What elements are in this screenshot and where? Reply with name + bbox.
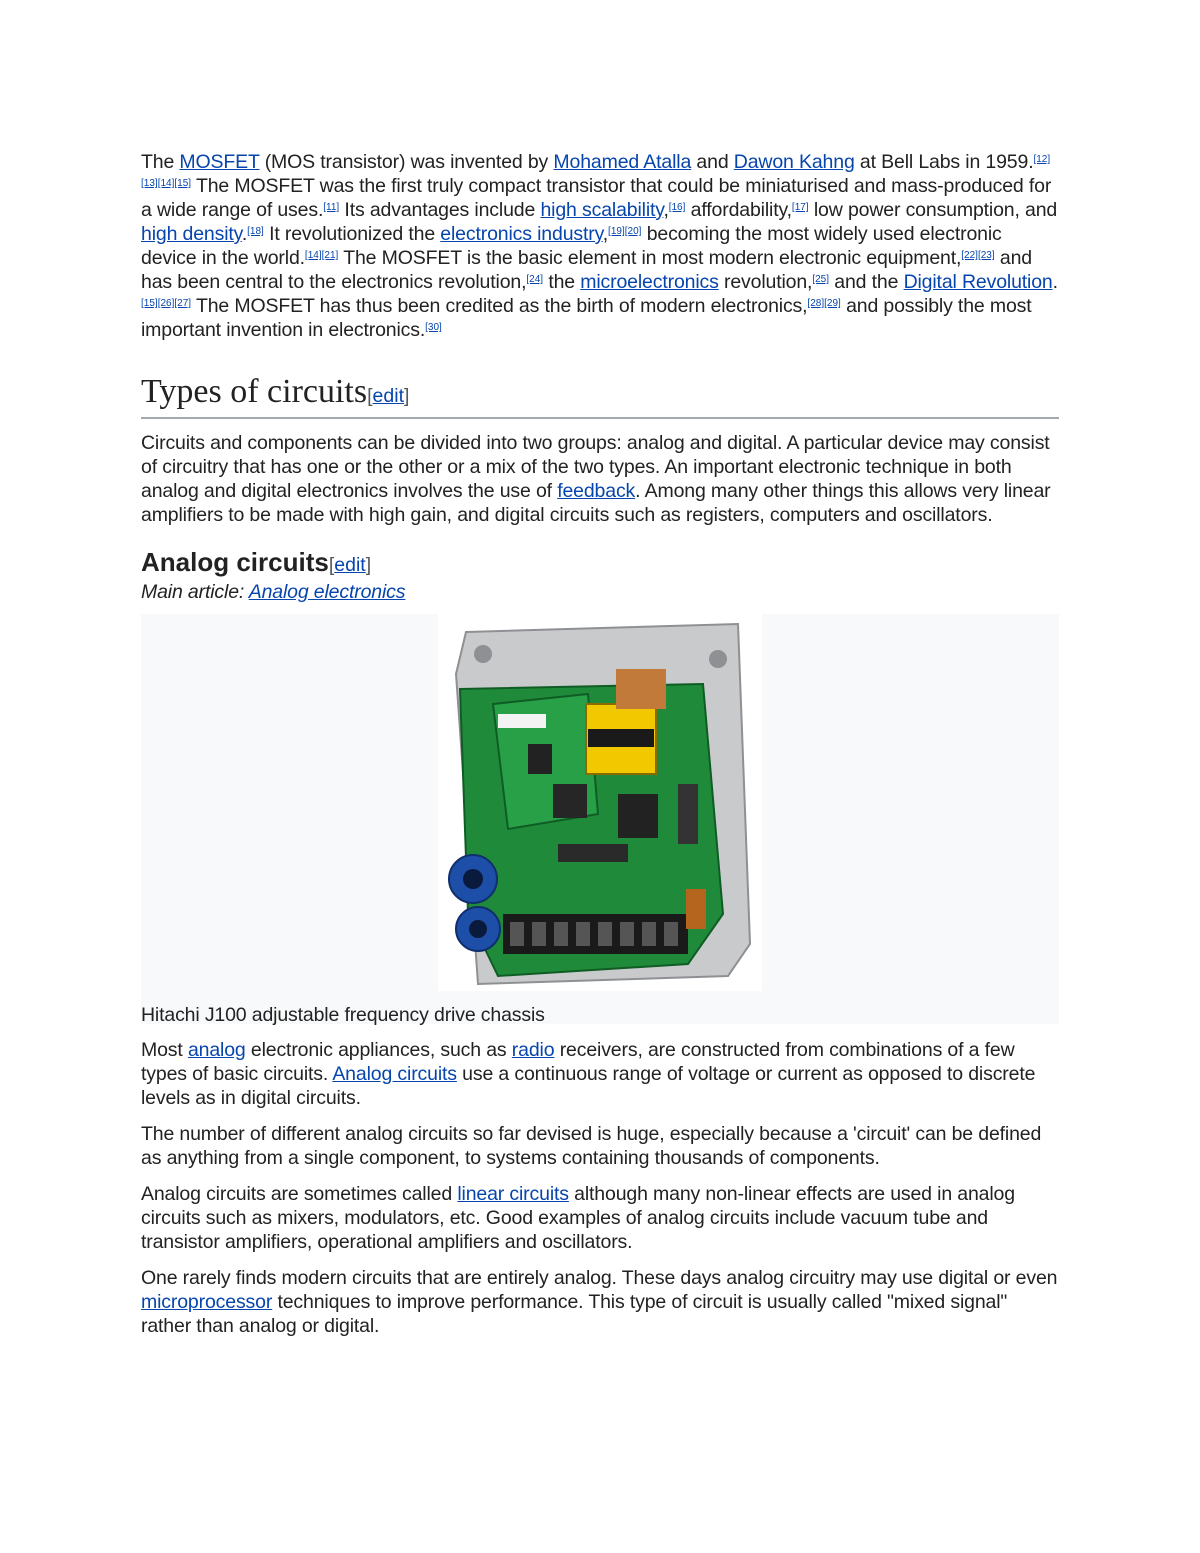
ref-link[interactable]: [23] xyxy=(977,250,995,261)
link-mosfet[interactable]: MOSFET xyxy=(179,151,260,173)
ref-link[interactable]: [26] xyxy=(157,298,175,309)
analog-paragraph-1: Most analog electronic appliances, such as radio receivers, are constructed from combinations of a few types of basic circuits. Analog circuits use a continuous range of voltage or current as opposed to discrete levels as in digital circuits. xyxy=(141,1039,1036,1109)
analog-paragraph-4: One rarely finds modern circuits that are entirely analog. These days analog circuitry may use digital or even microprocessor techniques to improve performance. This type of circuit is usually called "mixed signal" rather than analog or digital. xyxy=(141,1267,1058,1337)
ref-link[interactable]: [28] xyxy=(807,298,825,309)
ref-link[interactable]: [11] xyxy=(323,202,340,213)
intro-paragraph: The MOSFET (MOS transistor) was invented by Mohamed Atalla and Dawon Kahng at Bell Labs in 1959.[12][13][14][15] The MOSFET was the first truly compact transistor that could be miniaturised and mass-produced for a wide range of uses.[11] Its advantages include high scalability,[16] affordability,[17] low power consumption, and high density.[18] It revolutionized the electronics industry,[19][20] becoming the most widely used electronic device in the world.[14][21] The MOSFET is the basic element in most modern electronic equipment,[22][23] and has been central to the electronics revolution,[24] the microelectronics revolution,[25] and the Digital Revolution.[15][26][27] The MOSFET has thus been credited as the birth of modern electronics,[28][29] and possibly the most important invention in electronics.[30] xyxy=(141,151,1058,341)
link-radio[interactable]: radio xyxy=(511,1039,555,1061)
link-analog[interactable]: analog xyxy=(187,1039,246,1061)
ref-link[interactable]: [27] xyxy=(174,298,192,309)
section-heading-analog-circuits: Analog circuits[edit] xyxy=(141,547,372,577)
link-high-scalability[interactable]: high scalability xyxy=(540,199,664,221)
ref-link[interactable]: [14] xyxy=(304,250,322,261)
ref-link[interactable]: [13] xyxy=(141,178,158,189)
link-analog-electronics[interactable]: Analog electronics xyxy=(248,581,406,603)
link-microprocessor[interactable]: microprocessor xyxy=(141,1291,273,1313)
article-content xyxy=(141,150,1059,1350)
ref-link[interactable]: [22] xyxy=(961,250,978,261)
link-electronics-industry[interactable]: electronics industry xyxy=(440,223,603,245)
circuit-board-photo[interactable] xyxy=(438,614,762,991)
link-linear-circuits[interactable]: linear circuits xyxy=(457,1183,569,1205)
ref-link[interactable]: [15] xyxy=(174,178,192,189)
link-microelectronics[interactable]: microelectronics xyxy=(580,271,719,293)
link-high-density[interactable]: high density xyxy=(141,223,242,245)
link-feedback[interactable]: feedback xyxy=(557,480,636,502)
ref-link[interactable]: [30] xyxy=(425,322,442,333)
ref-link[interactable]: [17] xyxy=(791,202,809,213)
figure-thumbnail xyxy=(141,614,1059,1024)
main-article-note: Main article: Analog electronics xyxy=(141,581,406,603)
ref-link[interactable]: [14] xyxy=(157,178,175,189)
edit-section-link: [edit] xyxy=(367,385,410,407)
ref-link[interactable]: [24] xyxy=(526,274,544,285)
ref-link[interactable]: [21] xyxy=(321,250,339,261)
ref-link[interactable]: [12] xyxy=(1033,154,1051,165)
link-digital-revolution[interactable]: Digital Revolution xyxy=(903,271,1053,293)
ref-link[interactable]: [18] xyxy=(247,226,264,237)
ref-link[interactable]: [15] xyxy=(141,298,158,309)
ref-link[interactable]: [19] xyxy=(608,226,625,237)
edit-link[interactable]: edit xyxy=(372,385,404,407)
section-heading-types-of-circuits: Types of circuits[edit] xyxy=(141,373,1059,419)
edit-link[interactable]: edit xyxy=(334,554,366,576)
link-analog-circuits[interactable]: Analog circuits xyxy=(332,1063,457,1085)
ref-link[interactable]: [29] xyxy=(824,298,841,309)
analog-paragraph-3: Analog circuits are sometimes called linear circuits although many non-linear effects are used in analog circuits such as mixers, modulators, etc. Good examples of analog circuits include vacuum tube and transistor amplifiers, operational amplifiers and oscillators. xyxy=(141,1183,1015,1253)
analog-paragraph-2: The number of different analog circuits so far devised is huge, especially because a 'circuit' can be defined as anything from a single component, to systems containing thousands of components. xyxy=(141,1123,1042,1169)
link-mohamed-atalla[interactable]: Mohamed Atalla xyxy=(553,151,692,173)
types-paragraph: Circuits and components can be divided into two groups: analog and digital. A particular device may consist of circuitry that has one or the other or a mix of the two types. An important electronic technique in both analog and digital electronics involves the use of feedback. Among many other things this allows very linear amplifiers to be made with high gain, and digital circuits such as registers, computers and oscillators. xyxy=(141,432,1051,526)
ref-link[interactable]: [16] xyxy=(668,202,686,213)
figure-caption: Hitachi J100 adjustable frequency drive chassis xyxy=(141,1004,545,1026)
ref-link[interactable]: [20] xyxy=(624,226,642,237)
edit-section-link: [edit] xyxy=(328,554,372,576)
link-dawon-kahng[interactable]: Dawon Kahng xyxy=(733,151,855,173)
ref-link[interactable]: [25] xyxy=(812,274,830,285)
